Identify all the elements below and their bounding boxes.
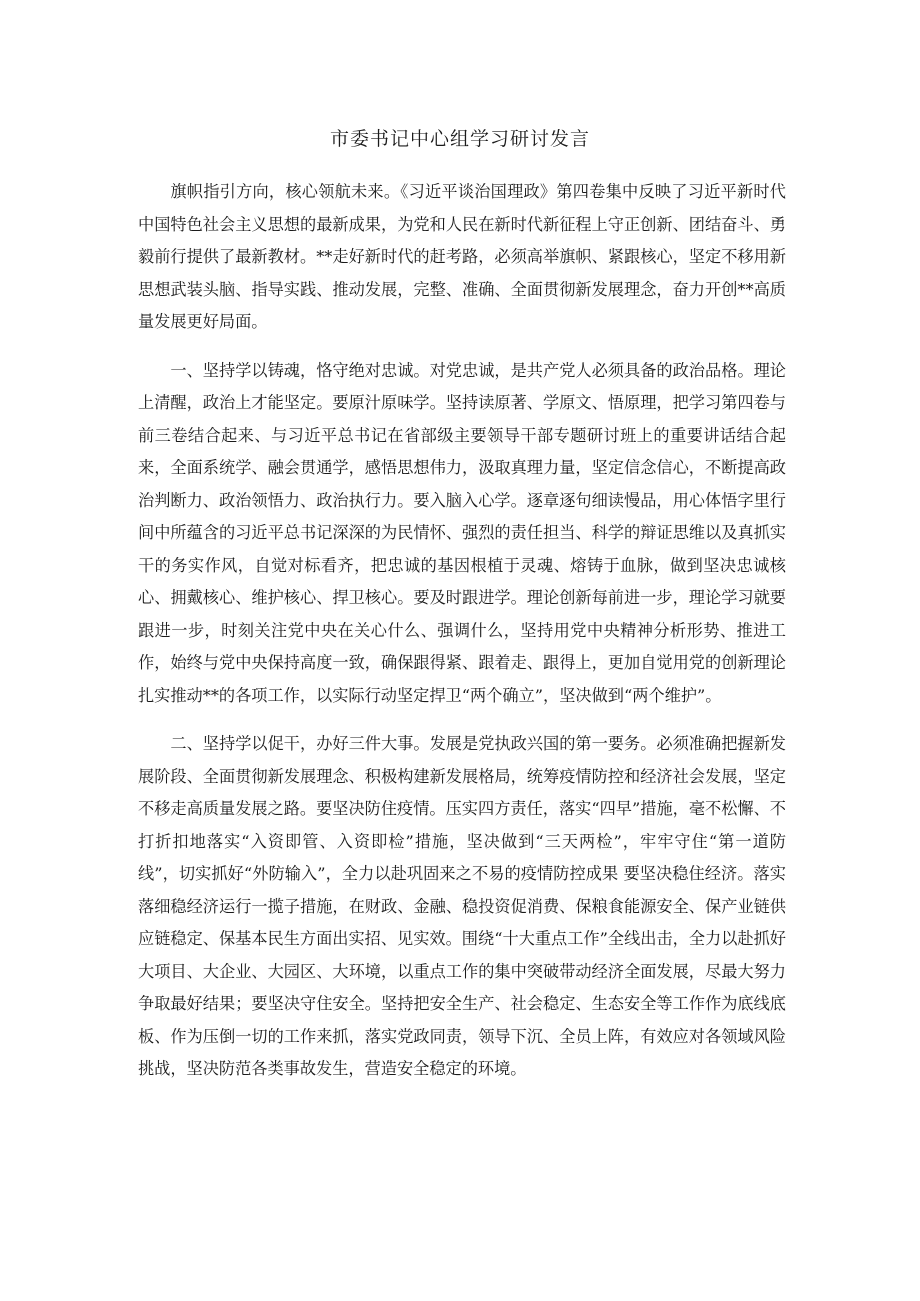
paragraph-section-1: 一、坚持学以铸魂，恪守绝对忠诚。对党忠诚，是共产党人必须具备的政治品格。理论上清醒，政治上才能坚定。要原汁原味学。坚持读原著、学原文、悟原理，把学习第四卷与前三卷结合起来、与习近平总书记在省部级主要领导干部专题研讨班上的重要讲话结合起来，全面系统学、融会贯通学，感悟思想伟力，汲取真理力量，坚定信念信心，不断提高政治判断力、政治领悟力、政治执行力。要入脑入心学。逐章逐句细读慢品，用心体悟字里行间中所蕴含的习近平总书记深深的为民情怀、强烈的责任担当、科学的辩证思维以及真抓实干的务实作风，自觉对标看齐，把忠诚的基因根植于灵魂、熔铸于血脉，做到坚决忠诚核心、拥戴核心、维护核心、捍卫核心。要及时跟进学。理论创新每前进一步，理论学习就要跟进一步，时刻关注党中央在关心什么、强调什么，坚持用党中央精神分析形势、推进工作，始终与党中央保持高度一致，确保跟得紧、跟着走、跟得上，更加自觉用党的创新理论扎实推动**的各项工作，以实际行动坚定捍卫“两个确立”，坚决做到“两个维护”。 xyxy=(138,360,786,705)
document-title: 市委书记中心组学习研讨发言 xyxy=(329,128,590,150)
document-body xyxy=(138,176,786,1102)
paragraph-section-2: 二、坚持学以促干，办好三件大事。发展是党执政兴国的第一要务。必须准确把握新发展阶段、全面贯彻新发展理念、积极构建新发展格局，统筹疫情防控和经济社会发展，坚定不移走高质量发展之路。要坚决防住疫情。压实四方责任，落实“四早”措施，毫不松懈、不打折扣地落实“入资即管、入资即检”措施，坚决做到“三天两检”，牢牢守住“第一道防线”，切实抓好“外防输入”，全力以赴巩固来之不易的疫情防控成果 要坚决稳住经济。落实落细稳经济运行一揽子措施，在财政、金融、稳投资促消费、保粮食能源安全、保产业链供应链稳定、保基本民生方面出实招、见实效。围绕“十大重点工作”全线出击，全力以赴抓好大项目、大企业、大园区、大环境，以重点工作的集中突破带动经济全面发展，尽最大努力争取最好结果；要坚决守住安全。坚持把安全生产、社会稳定、生态安全等工作作为底线底板、作为压倒一切的工作来抓，落实党政同责，领导下沉、全员上阵，有效应对各领域风险挑战，坚决防范各类事故发生，营造安全稳定的环境。 xyxy=(138,734,786,1078)
paragraph-intro: 旗帜指引方向，核心领航未来。《习近平谈治国理政》第四卷集中反映了习近平新时代中国特色社会主义思想的最新成果，为党和人民在新时代新征程上守正创新、团结奋斗、勇毅前行提供了最新教材。**走好新时代的赶考路，必须高举旗帜、紧跟核心，坚定不移用新思想武装头脑、指导实践、推动发展，完整、准确、全面贯彻新发展理念，奋力开创**高质量发展更好局面。 xyxy=(138,182,786,331)
